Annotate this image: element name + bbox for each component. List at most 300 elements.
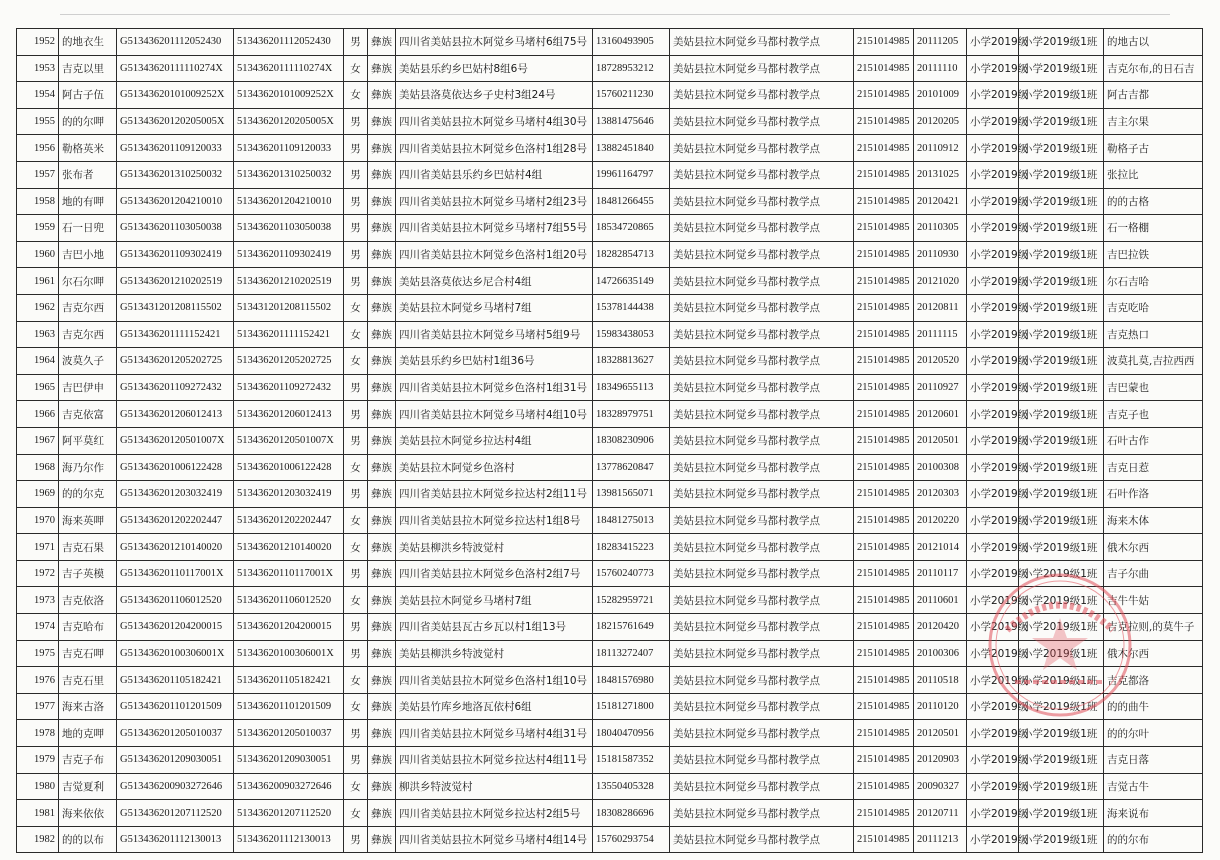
cell-id-card: 513436201109272432 xyxy=(234,374,344,401)
table-row xyxy=(17,720,1203,747)
cell-school-code: 2151014985 xyxy=(854,294,914,321)
cell-phone: 18328813627 xyxy=(593,348,670,375)
cell-ethnicity: 彝族 xyxy=(368,640,396,667)
cell-id-card: 513436200903272646 xyxy=(234,773,344,800)
cell-class: 小学2019级1班 xyxy=(1019,614,1104,641)
table-row xyxy=(17,454,1203,481)
cell-no: 1981 xyxy=(17,800,59,827)
cell-parent: 吉主尔果 xyxy=(1104,108,1203,135)
cell-sex: 男 xyxy=(344,374,368,401)
cell-no: 1970 xyxy=(17,507,59,534)
cell-name: 吉克石果 xyxy=(59,534,117,561)
cell-id-card: 513436201106012520 xyxy=(234,587,344,614)
cell-parent: 吉觉古牛 xyxy=(1104,773,1203,800)
cell-address: 四川省美姑县拉木阿觉乡马堵村6组75号 xyxy=(396,29,593,56)
cell-class: 小学2019级1班 xyxy=(1019,321,1104,348)
cell-dob: 20110930 xyxy=(914,241,967,268)
cell-name: 波莫久子 xyxy=(59,348,117,375)
cell-no: 1973 xyxy=(17,587,59,614)
cell-address: 柳洪乡特波觉村 xyxy=(396,773,593,800)
cell-school: 美姑县拉木阿觉乡马都村教学点 xyxy=(670,773,854,800)
cell-school-code: 2151014985 xyxy=(854,693,914,720)
cell-parent: 吉克尔布,的日石吉 xyxy=(1104,55,1203,82)
cell-name: 吉克哈布 xyxy=(59,614,117,641)
cell-school: 美姑县拉木阿觉乡马都村教学点 xyxy=(670,826,854,853)
cell-ethnicity: 彝族 xyxy=(368,268,396,295)
cell-student-id: G51343620100306001X xyxy=(117,640,234,667)
cell-id-card: 513436201109120033 xyxy=(234,135,344,162)
table-row xyxy=(17,135,1203,162)
cell-school-code: 2151014985 xyxy=(854,773,914,800)
cell-class: 小学2019级1班 xyxy=(1019,401,1104,428)
cell-grade: 小学2019级 xyxy=(967,321,1019,348)
cell-ethnicity: 彝族 xyxy=(368,587,396,614)
cell-phone: 13881475646 xyxy=(593,108,670,135)
cell-phone: 13550405328 xyxy=(593,773,670,800)
table-row xyxy=(17,587,1203,614)
cell-sex: 男 xyxy=(344,560,368,587)
cell-address: 美姑县乐约乡巴姑村8组6号 xyxy=(396,55,593,82)
cell-ethnicity: 彝族 xyxy=(368,401,396,428)
cell-name: 阿平莫红 xyxy=(59,427,117,454)
cell-class: 小学2019级1班 xyxy=(1019,241,1104,268)
cell-id-card: 513436201109302419 xyxy=(234,241,344,268)
cell-school-code: 2151014985 xyxy=(854,427,914,454)
cell-parent: 波莫扎莫,吉拉西西 xyxy=(1104,348,1203,375)
cell-class: 小学2019级1班 xyxy=(1019,348,1104,375)
cell-school: 美姑县拉木阿觉乡马都村教学点 xyxy=(670,82,854,109)
cell-class: 小学2019级1班 xyxy=(1019,693,1104,720)
cell-id-card: 51343620111110274X xyxy=(234,55,344,82)
cell-sex: 男 xyxy=(344,29,368,56)
cell-dob: 20120420 xyxy=(914,614,967,641)
cell-phone: 18481266455 xyxy=(593,188,670,215)
cell-student-id: G513436200903272646 xyxy=(117,773,234,800)
cell-ethnicity: 彝族 xyxy=(368,55,396,82)
cell-no: 1954 xyxy=(17,82,59,109)
cell-school-code: 2151014985 xyxy=(854,374,914,401)
cell-grade: 小学2019级 xyxy=(967,800,1019,827)
cell-ethnicity: 彝族 xyxy=(368,614,396,641)
cell-school: 美姑县拉木阿觉乡马都村教学点 xyxy=(670,427,854,454)
cell-student-id: G513436201205010037 xyxy=(117,720,234,747)
cell-school: 美姑县拉木阿觉乡马都村教学点 xyxy=(670,481,854,508)
cell-class: 小学2019级1班 xyxy=(1019,161,1104,188)
cell-parent: 吉克热口 xyxy=(1104,321,1203,348)
cell-dob: 20120205 xyxy=(914,108,967,135)
cell-sex: 男 xyxy=(344,401,368,428)
cell-sex: 女 xyxy=(344,82,368,109)
cell-dob: 20111115 xyxy=(914,321,967,348)
table-row xyxy=(17,401,1203,428)
cell-dob: 20110601 xyxy=(914,587,967,614)
cell-name: 张布者 xyxy=(59,161,117,188)
cell-phone: 13882451840 xyxy=(593,135,670,162)
cell-grade: 小学2019级 xyxy=(967,667,1019,694)
cell-grade: 小学2019级 xyxy=(967,29,1019,56)
cell-class: 小学2019级1班 xyxy=(1019,747,1104,774)
cell-sex: 男 xyxy=(344,161,368,188)
cell-grade: 小学2019级 xyxy=(967,481,1019,508)
cell-parent: 的的曲牛 xyxy=(1104,693,1203,720)
cell-school: 美姑县拉木阿觉乡马都村教学点 xyxy=(670,614,854,641)
cell-no: 1964 xyxy=(17,348,59,375)
cell-phone: 18040470956 xyxy=(593,720,670,747)
cell-parent: 的的尔布 xyxy=(1104,826,1203,853)
cell-class: 小学2019级1班 xyxy=(1019,108,1104,135)
cell-dob: 20110305 xyxy=(914,215,967,242)
cell-no: 1977 xyxy=(17,693,59,720)
cell-no: 1972 xyxy=(17,560,59,587)
cell-class: 小学2019级1班 xyxy=(1019,481,1104,508)
cell-parent: 吉巴蒙也 xyxy=(1104,374,1203,401)
cell-student-id: G513436201109272432 xyxy=(117,374,234,401)
cell-school-code: 2151014985 xyxy=(854,507,914,534)
cell-ethnicity: 彝族 xyxy=(368,348,396,375)
cell-address: 四川省美姑县拉木阿觉乡拉达村1组8号 xyxy=(396,507,593,534)
cell-grade: 小学2019级 xyxy=(967,507,1019,534)
cell-phone: 18349655113 xyxy=(593,374,670,401)
cell-sex: 女 xyxy=(344,507,368,534)
cell-id-card: 513436201105182421 xyxy=(234,667,344,694)
cell-ethnicity: 彝族 xyxy=(368,374,396,401)
cell-grade: 小学2019级 xyxy=(967,826,1019,853)
cell-sex: 男 xyxy=(344,826,368,853)
cell-school: 美姑县拉木阿觉乡马都村教学点 xyxy=(670,640,854,667)
cell-dob: 20111110 xyxy=(914,55,967,82)
cell-address: 四川省美姑县拉木阿觉乡马堵村2组23号 xyxy=(396,188,593,215)
cell-name: 海来依依 xyxy=(59,800,117,827)
cell-school: 美姑县拉木阿觉乡马都村教学点 xyxy=(670,321,854,348)
roster-body xyxy=(17,29,1203,853)
cell-ethnicity: 彝族 xyxy=(368,667,396,694)
cell-student-id: G513436201103050038 xyxy=(117,215,234,242)
cell-no: 1974 xyxy=(17,614,59,641)
table-row xyxy=(17,826,1203,853)
cell-class: 小学2019级1班 xyxy=(1019,29,1104,56)
cell-name: 阿古子伍 xyxy=(59,82,117,109)
cell-address: 四川省美姑县拉木阿觉乡色洛村2组7号 xyxy=(396,560,593,587)
cell-school: 美姑县拉木阿觉乡马都村教学点 xyxy=(670,161,854,188)
cell-school-code: 2151014985 xyxy=(854,29,914,56)
cell-sex: 女 xyxy=(344,667,368,694)
cell-address: 美姑县柳洪乡特波觉村 xyxy=(396,534,593,561)
cell-address: 四川省美姑县拉木阿觉乡色洛村1组10号 xyxy=(396,667,593,694)
cell-phone: 18328979751 xyxy=(593,401,670,428)
cell-grade: 小学2019级 xyxy=(967,560,1019,587)
cell-student-id: G513436201204200015 xyxy=(117,614,234,641)
cell-school: 美姑县拉木阿觉乡马都村教学点 xyxy=(670,667,854,694)
cell-ethnicity: 彝族 xyxy=(368,82,396,109)
cell-school-code: 2151014985 xyxy=(854,587,914,614)
cell-school-code: 2151014985 xyxy=(854,108,914,135)
cell-school: 美姑县拉木阿觉乡马都村教学点 xyxy=(670,401,854,428)
cell-student-id: G513436201310250032 xyxy=(117,161,234,188)
cell-id-card: 513436201112130013 xyxy=(234,826,344,853)
cell-student-id: G513436201109302419 xyxy=(117,241,234,268)
cell-sex: 女 xyxy=(344,294,368,321)
cell-ethnicity: 彝族 xyxy=(368,826,396,853)
cell-name: 吉觉夏利 xyxy=(59,773,117,800)
cell-phone: 18113272407 xyxy=(593,640,670,667)
cell-phone: 18283415223 xyxy=(593,534,670,561)
cell-ethnicity: 彝族 xyxy=(368,507,396,534)
cell-class: 小学2019级1班 xyxy=(1019,294,1104,321)
cell-no: 1968 xyxy=(17,454,59,481)
cell-no: 1965 xyxy=(17,374,59,401)
cell-ethnicity: 彝族 xyxy=(368,108,396,135)
cell-no: 1979 xyxy=(17,747,59,774)
cell-school-code: 2151014985 xyxy=(854,534,914,561)
table-row xyxy=(17,374,1203,401)
cell-class: 小学2019级1班 xyxy=(1019,773,1104,800)
cell-no: 1966 xyxy=(17,401,59,428)
table-row xyxy=(17,773,1203,800)
table-row xyxy=(17,108,1203,135)
cell-id-card: 513436201310250032 xyxy=(234,161,344,188)
cell-ethnicity: 彝族 xyxy=(368,215,396,242)
cell-class: 小学2019级1班 xyxy=(1019,640,1104,667)
cell-address: 四川省美姑县拉木阿觉乡拉达村2组11号 xyxy=(396,481,593,508)
cell-grade: 小学2019级 xyxy=(967,135,1019,162)
cell-school-code: 2151014985 xyxy=(854,161,914,188)
cell-dob: 20110117 xyxy=(914,560,967,587)
cell-class: 小学2019级1班 xyxy=(1019,507,1104,534)
cell-phone: 15760293754 xyxy=(593,826,670,853)
cell-school-code: 2151014985 xyxy=(854,55,914,82)
cell-phone: 14726635149 xyxy=(593,268,670,295)
cell-grade: 小学2019级 xyxy=(967,55,1019,82)
cell-school: 美姑县拉木阿觉乡马都村教学点 xyxy=(670,268,854,295)
cell-address: 四川省美姑县拉木阿觉乡马堵村4组10号 xyxy=(396,401,593,428)
cell-phone: 15378144438 xyxy=(593,294,670,321)
cell-school-code: 2151014985 xyxy=(854,82,914,109)
cell-class: 小学2019级1班 xyxy=(1019,534,1104,561)
cell-dob: 20110912 xyxy=(914,135,967,162)
cell-grade: 小学2019级 xyxy=(967,614,1019,641)
cell-id-card: 51343620120501007X xyxy=(234,427,344,454)
cell-parent: 吉克都洛 xyxy=(1104,667,1203,694)
cell-address: 四川省美姑县瓦古乡瓦以村1组13号 xyxy=(396,614,593,641)
table-row xyxy=(17,215,1203,242)
cell-id-card: 513436201111152421 xyxy=(234,321,344,348)
cell-school-code: 2151014985 xyxy=(854,135,914,162)
cell-address: 四川省美姑县拉木阿觉乡马堵村5组9号 xyxy=(396,321,593,348)
cell-dob: 20120811 xyxy=(914,294,967,321)
cell-parent: 俄木尔西 xyxy=(1104,534,1203,561)
cell-id-card: 51343620101009252X xyxy=(234,82,344,109)
cell-school: 美姑县拉木阿觉乡马都村教学点 xyxy=(670,454,854,481)
cell-name: 吉克依富 xyxy=(59,401,117,428)
cell-parent: 的的尔叶 xyxy=(1104,720,1203,747)
cell-school: 美姑县拉木阿觉乡马都村教学点 xyxy=(670,374,854,401)
cell-parent: 阿古吉都 xyxy=(1104,82,1203,109)
table-row xyxy=(17,188,1203,215)
cell-dob: 20120903 xyxy=(914,747,967,774)
cell-dob: 20121020 xyxy=(914,268,967,295)
cell-parent: 吉克吃哈 xyxy=(1104,294,1203,321)
cell-class: 小学2019级1班 xyxy=(1019,800,1104,827)
cell-id-card: 513436201103050038 xyxy=(234,215,344,242)
cell-phone: 15282959721 xyxy=(593,587,670,614)
cell-name: 地的克呷 xyxy=(59,720,117,747)
cell-school-code: 2151014985 xyxy=(854,188,914,215)
cell-address: 美姑县柳洪乡特波觉村 xyxy=(396,640,593,667)
cell-dob: 20100308 xyxy=(914,454,967,481)
cell-parent: 俄木尔西 xyxy=(1104,640,1203,667)
cell-class: 小学2019级1班 xyxy=(1019,135,1104,162)
cell-school: 美姑县拉木阿觉乡马都村教学点 xyxy=(670,108,854,135)
cell-grade: 小学2019级 xyxy=(967,241,1019,268)
cell-address: 美姑县拉木阿觉乡拉达村4组 xyxy=(396,427,593,454)
cell-class: 小学2019级1班 xyxy=(1019,826,1104,853)
cell-sex: 女 xyxy=(344,321,368,348)
cell-class: 小学2019级1班 xyxy=(1019,587,1104,614)
cell-student-id: G513436201210140020 xyxy=(117,534,234,561)
cell-address: 四川省美姑县拉木阿觉乡马堵村4组30号 xyxy=(396,108,593,135)
cell-school-code: 2151014985 xyxy=(854,667,914,694)
cell-phone: 15760211230 xyxy=(593,82,670,109)
cell-grade: 小学2019级 xyxy=(967,401,1019,428)
cell-sex: 女 xyxy=(344,534,368,561)
cell-dob: 20131025 xyxy=(914,161,967,188)
cell-ethnicity: 彝族 xyxy=(368,321,396,348)
cell-ethnicity: 彝族 xyxy=(368,29,396,56)
cell-parent: 吉克子也 xyxy=(1104,401,1203,428)
cell-grade: 小学2019级 xyxy=(967,374,1019,401)
cell-dob: 20120501 xyxy=(914,427,967,454)
cell-address: 美姑县拉木阿觉乡马堵村7组 xyxy=(396,294,593,321)
cell-no: 1960 xyxy=(17,241,59,268)
cell-no: 1976 xyxy=(17,667,59,694)
cell-grade: 小学2019级 xyxy=(967,534,1019,561)
cell-name: 海来古洛 xyxy=(59,693,117,720)
cell-student-id: G513431201208115502 xyxy=(117,294,234,321)
cell-address: 四川省美姑县拉木阿觉乡色洛村1组28号 xyxy=(396,135,593,162)
cell-id-card: 513436201203032419 xyxy=(234,481,344,508)
cell-class: 小学2019级1班 xyxy=(1019,560,1104,587)
cell-phone: 18534720865 xyxy=(593,215,670,242)
cell-grade: 小学2019级 xyxy=(967,454,1019,481)
cell-parent: 吉克日落 xyxy=(1104,747,1203,774)
cell-school: 美姑县拉木阿觉乡马都村教学点 xyxy=(670,534,854,561)
cell-phone: 13160493905 xyxy=(593,29,670,56)
cell-name: 的的以布 xyxy=(59,826,117,853)
cell-school-code: 2151014985 xyxy=(854,720,914,747)
cell-parent: 吉克日惹 xyxy=(1104,454,1203,481)
cell-sex: 男 xyxy=(344,188,368,215)
cell-student-id: G513436201006122428 xyxy=(117,454,234,481)
cell-student-id: G51343620120501007X xyxy=(117,427,234,454)
cell-no: 1962 xyxy=(17,294,59,321)
cell-name: 尔石尔呷 xyxy=(59,268,117,295)
cell-school-code: 2151014985 xyxy=(854,614,914,641)
cell-no: 1967 xyxy=(17,427,59,454)
cell-no: 1975 xyxy=(17,640,59,667)
cell-student-id: G513436201112130013 xyxy=(117,826,234,853)
cell-ethnicity: 彝族 xyxy=(368,241,396,268)
cell-ethnicity: 彝族 xyxy=(368,773,396,800)
cell-id-card: 513436201006122428 xyxy=(234,454,344,481)
cell-class: 小学2019级1班 xyxy=(1019,720,1104,747)
cell-school: 美姑县拉木阿觉乡马都村教学点 xyxy=(670,55,854,82)
cell-sex: 男 xyxy=(344,108,368,135)
cell-id-card: 513436201204200015 xyxy=(234,614,344,641)
cell-address: 美姑县拉木阿觉乡马堵村7组 xyxy=(396,587,593,614)
cell-school-code: 2151014985 xyxy=(854,321,914,348)
cell-school: 美姑县拉木阿觉乡马都村教学点 xyxy=(670,507,854,534)
cell-parent: 海来木体 xyxy=(1104,507,1203,534)
cell-grade: 小学2019级 xyxy=(967,161,1019,188)
cell-school-code: 2151014985 xyxy=(854,747,914,774)
cell-name: 勒格英米 xyxy=(59,135,117,162)
cell-dob: 20120601 xyxy=(914,401,967,428)
cell-grade: 小学2019级 xyxy=(967,640,1019,667)
table-row xyxy=(17,560,1203,587)
cell-id-card: 513436201205202725 xyxy=(234,348,344,375)
cell-student-id: G513436201209030051 xyxy=(117,747,234,774)
cell-address: 美姑县洛莫依达乡尼合村4组 xyxy=(396,268,593,295)
cell-dob: 20120520 xyxy=(914,348,967,375)
cell-phone: 18481576980 xyxy=(593,667,670,694)
cell-parent: 尔石吉哈 xyxy=(1104,268,1203,295)
cell-parent: 勒格子古 xyxy=(1104,135,1203,162)
cell-phone: 18282854713 xyxy=(593,241,670,268)
table-row xyxy=(17,614,1203,641)
table-row xyxy=(17,747,1203,774)
cell-parent: 吉巴拉铁 xyxy=(1104,241,1203,268)
cell-phone: 15760240773 xyxy=(593,560,670,587)
cell-sex: 男 xyxy=(344,241,368,268)
cell-ethnicity: 彝族 xyxy=(368,560,396,587)
cell-address: 四川省美姑县拉木阿觉乡拉达村4组11号 xyxy=(396,747,593,774)
cell-name: 的地衣生 xyxy=(59,29,117,56)
cell-id-card: 513436201206012413 xyxy=(234,401,344,428)
cell-student-id: G51343620101009252X xyxy=(117,82,234,109)
table-row xyxy=(17,55,1203,82)
cell-student-id: G513436201207112520 xyxy=(117,800,234,827)
cell-sex: 男 xyxy=(344,215,368,242)
cell-student-id: G513436201105182421 xyxy=(117,667,234,694)
cell-class: 小学2019级1班 xyxy=(1019,215,1104,242)
cell-ethnicity: 彝族 xyxy=(368,188,396,215)
cell-ethnicity: 彝族 xyxy=(368,800,396,827)
cell-address: 美姑县拉木阿觉乡色洛村 xyxy=(396,454,593,481)
cell-parent: 石叶作洛 xyxy=(1104,481,1203,508)
cell-student-id: G513436201112052430 xyxy=(117,29,234,56)
table-row xyxy=(17,161,1203,188)
cell-school-code: 2151014985 xyxy=(854,401,914,428)
cell-school: 美姑县拉木阿觉乡马都村教学点 xyxy=(670,29,854,56)
cell-no: 1953 xyxy=(17,55,59,82)
cell-phone: 18481275013 xyxy=(593,507,670,534)
cell-student-id: G513436201101201509 xyxy=(117,693,234,720)
cell-name: 吉克以里 xyxy=(59,55,117,82)
cell-ethnicity: 彝族 xyxy=(368,720,396,747)
cell-name: 吉巴小地 xyxy=(59,241,117,268)
cell-dob: 20100306 xyxy=(914,640,967,667)
cell-parent: 海来说布 xyxy=(1104,800,1203,827)
cell-name: 吉克石呷 xyxy=(59,640,117,667)
cell-phone: 15181271800 xyxy=(593,693,670,720)
cell-dob: 20111205 xyxy=(914,29,967,56)
cell-school: 美姑县拉木阿觉乡马都村教学点 xyxy=(670,348,854,375)
cell-student-id: G513436201111152421 xyxy=(117,321,234,348)
table-row xyxy=(17,800,1203,827)
cell-student-id: G513436201203032419 xyxy=(117,481,234,508)
cell-ethnicity: 彝族 xyxy=(368,454,396,481)
cell-class: 小学2019级1班 xyxy=(1019,55,1104,82)
